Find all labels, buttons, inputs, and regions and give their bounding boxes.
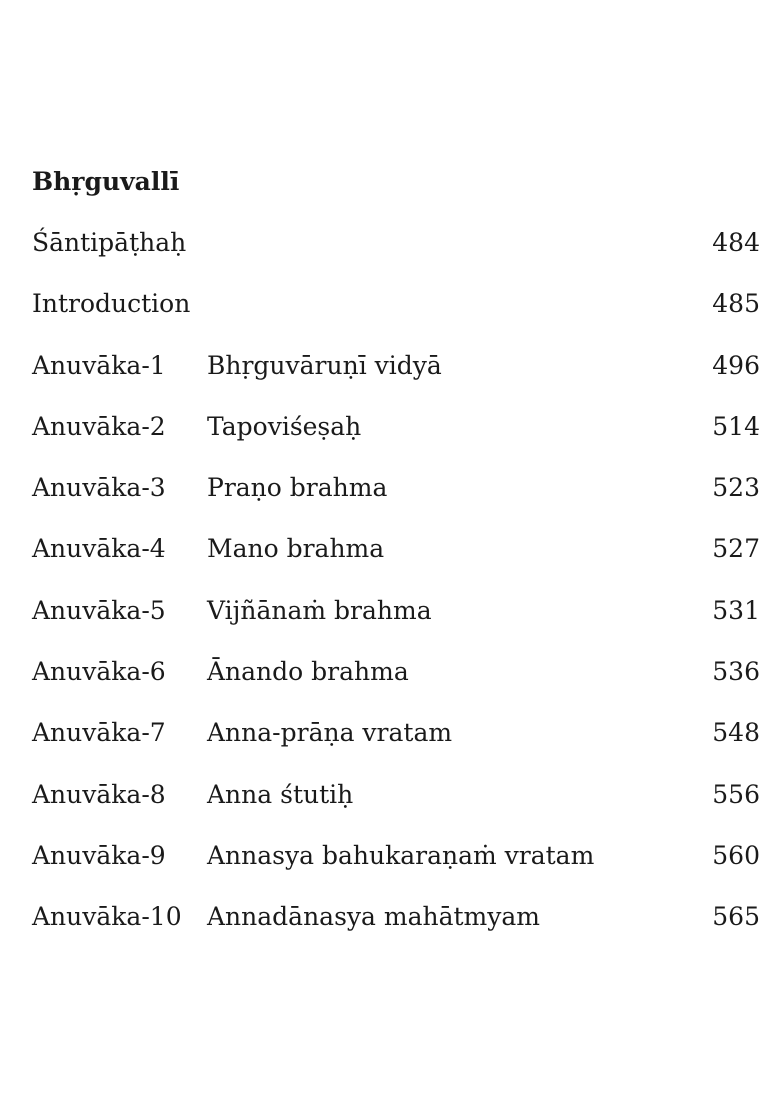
toc-entry-page-number: 514 — [712, 411, 760, 441]
toc-entry-page-number: 548 — [712, 718, 760, 748]
toc-entry-title: Praṇo brahma — [207, 473, 388, 503]
toc-entry-page-number: 536 — [712, 657, 760, 687]
toc-entry-label: Anuvāka-4 — [32, 534, 166, 564]
toc-entry-label: Anuvāka-2 — [32, 411, 166, 441]
toc-entry-title: Mano brahma — [207, 534, 385, 564]
toc-entry-title: Anna śtutiḥ — [207, 779, 354, 809]
toc-entry-title: Ānando brahma — [207, 657, 409, 687]
toc-entry-label: Anuvāka-7 — [32, 718, 166, 748]
toc-entry-label: Anuvāka-5 — [32, 595, 166, 625]
toc-entry-anuvaka-1 — [32, 345, 760, 406]
toc-entry-label: Anuvāka-8 — [32, 779, 166, 809]
section-heading: Bhṛguvallī — [32, 167, 180, 196]
toc-entry-page-number: 496 — [712, 350, 760, 380]
toc-entry-page-number: 484 — [712, 228, 760, 257]
toc-entry-title: Vijñānaṁ brahma — [207, 595, 432, 625]
toc-entry-anuvaka-3 — [32, 467, 760, 528]
toc-entry-page-number: 523 — [712, 473, 760, 503]
toc-entry-anuvaka-7 — [32, 712, 760, 773]
toc-entry-page-number: 565 — [712, 902, 760, 932]
toc-entry-title: Anna-prāṇa vratam — [207, 718, 453, 748]
toc-entry-title: Annadānasya mahātmyam — [207, 902, 540, 932]
toc-entry-introduction — [32, 283, 760, 344]
toc-entry-anuvaka-8 — [32, 774, 760, 835]
toc-entry-anuvaka-6 — [32, 651, 760, 712]
toc-entry-page-number: 485 — [712, 289, 760, 319]
toc-entry-anuvaka-5 — [32, 590, 760, 651]
toc-entry-anuvaka-4 — [32, 528, 760, 589]
toc-entry-label: Introduction — [32, 289, 191, 319]
toc-entry-santipathah — [32, 222, 760, 283]
toc-entry-title: Tapoviśeṣaḥ — [207, 411, 362, 441]
toc-entry-label: Anuvāka-10 — [32, 902, 182, 932]
toc-entry-title: Annasya bahukaraṇaṁ vratam — [207, 840, 595, 870]
toc-entry-anuvaka-10 — [32, 896, 760, 957]
toc-entry-page-number: 527 — [712, 534, 760, 564]
toc-entry-anuvaka-9 — [32, 835, 760, 896]
toc-entry-label: Anuvāka-9 — [32, 840, 166, 870]
toc-entry-label: Anuvāka-1 — [32, 350, 166, 380]
toc-entry-page-number: 560 — [712, 840, 760, 870]
toc-entry-page-number: 531 — [712, 595, 760, 625]
toc-entry-label: Śāntipāṭhaḥ — [32, 228, 187, 257]
table-of-contents — [32, 222, 760, 958]
toc-entry-page-number: 556 — [712, 779, 760, 809]
toc-entry-label: Anuvāka-3 — [32, 473, 166, 503]
toc-entry-label: Anuvāka-6 — [32, 657, 166, 687]
toc-entry-anuvaka-2 — [32, 406, 760, 467]
toc-entry-title: Bhṛguvāruṇī vidyā — [207, 350, 442, 380]
